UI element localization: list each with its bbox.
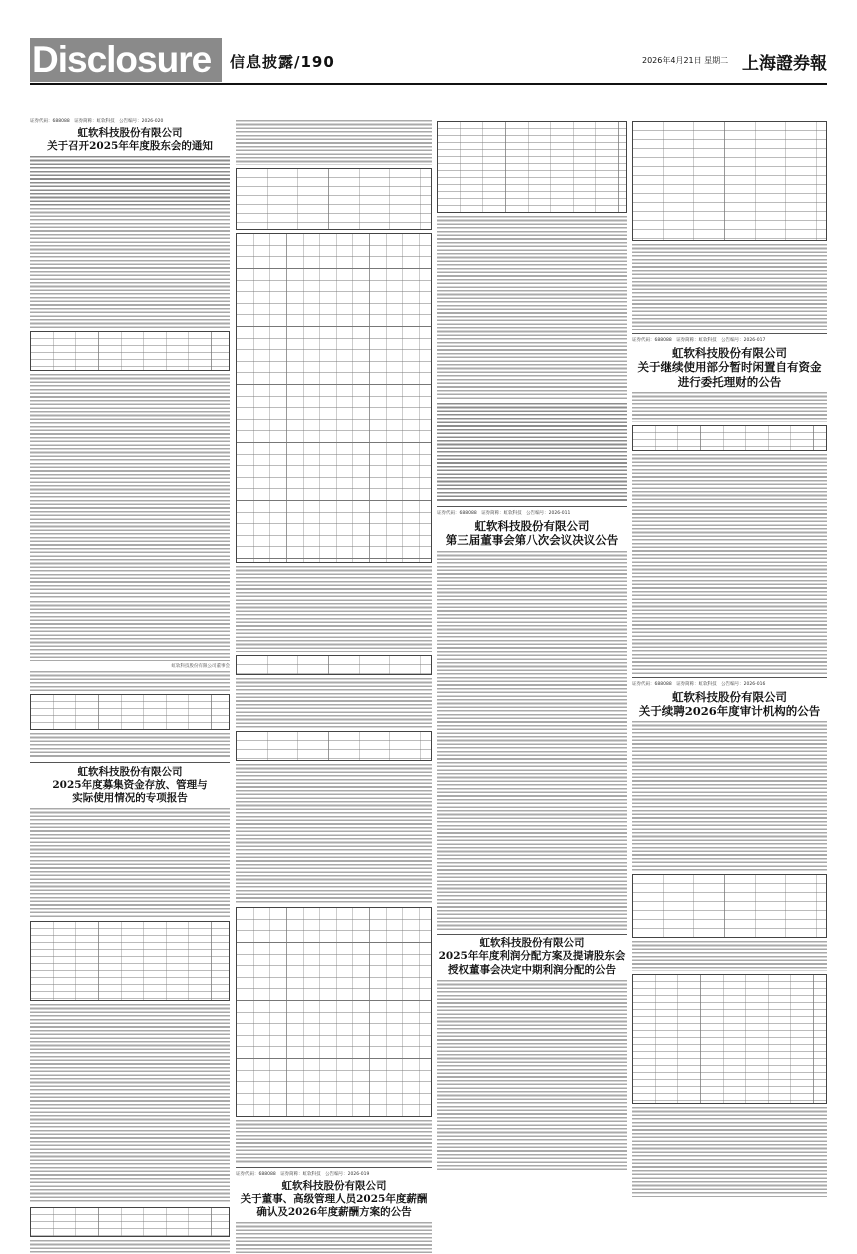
divider <box>632 677 827 678</box>
body-text <box>236 120 432 165</box>
divider <box>236 1167 432 1168</box>
body-text <box>437 980 627 1170</box>
data-table <box>632 974 827 1104</box>
column-4 <box>632 118 827 1199</box>
body-text <box>437 216 627 401</box>
disclosure-logo: Disclosure <box>30 38 222 82</box>
body-text <box>30 1004 230 1204</box>
body-text <box>437 403 627 503</box>
data-table <box>236 907 432 1117</box>
body-text <box>236 1120 432 1164</box>
column-2 <box>236 118 432 1254</box>
body-text <box>632 941 827 971</box>
data-table <box>632 874 827 938</box>
masthead-rule <box>30 83 827 85</box>
issue-date: 2026年4月21日 星期二 <box>642 56 729 65</box>
column-1 <box>30 118 230 1254</box>
body-text <box>632 721 827 871</box>
divider <box>437 506 627 507</box>
data-table <box>236 233 432 563</box>
article-title-fund-report: 虹软科技股份有限公司 2025年度募集资金存放、管理与 实际使用情况的专项报告 <box>52 766 208 805</box>
body-text <box>632 244 827 330</box>
article-code-line: 证券代码：688088 证券简称：虹软科技 公告编号：2026-016 <box>632 681 766 687</box>
body-text <box>30 733 230 759</box>
signoff: 虹软科技股份有限公司董事会 <box>171 664 230 670</box>
article-title-profit-distribution: 虹软科技股份有限公司 2025年年度利润分配方案及提请股东会 授权董事会决定中期利润分配的公告 <box>438 937 626 976</box>
article-title-entrusted-wealth: 虹软科技股份有限公司 关于继续使用部分暂时闲置自有资金 进行委托理财的公告 <box>637 345 822 389</box>
data-table <box>30 694 230 730</box>
data-table <box>236 731 432 761</box>
divider <box>632 333 827 334</box>
divider <box>437 934 627 935</box>
section-page-label: 信息披露/190 <box>230 53 335 71</box>
body-text <box>632 454 827 674</box>
data-table <box>236 655 432 675</box>
article-title-agm-notice: 虹软科技股份有限公司 关于召开2025年年度股东会的通知 <box>47 127 213 153</box>
data-table <box>30 921 230 1001</box>
body-text <box>30 671 230 691</box>
body-text <box>30 208 230 328</box>
data-table <box>632 425 827 451</box>
body-text <box>30 1240 230 1254</box>
article-title-pay-plan: 虹软科技股份有限公司 关于董事、高级管理人员2025年度薪酬 确认及2026年度薪酬方案的公告 <box>240 1179 428 1219</box>
body-text <box>30 808 230 918</box>
body-text <box>30 601 230 661</box>
data-table <box>30 331 230 371</box>
article-title-board-resolution: 虹软科技股份有限公司 第三届董事会第八次会议决议公告 <box>445 518 619 548</box>
body-text <box>632 392 827 422</box>
body-text <box>30 156 230 206</box>
article-code-line: 证券代码：688088 证券简称：虹软科技 公告编号：2026-020 <box>30 119 164 124</box>
data-table <box>632 121 827 241</box>
body-text <box>236 764 432 904</box>
body-text <box>236 566 432 652</box>
body-text <box>236 1222 432 1254</box>
newspaper-name: 上海證券報 <box>742 54 827 74</box>
article-code-line: 证券代码：688088 证券简称：虹软科技 公告编号：2026-017 <box>632 337 766 343</box>
article-title-auditor: 虹软科技股份有限公司 关于续聘2026年度审计机构的公告 <box>638 689 821 719</box>
column-3 <box>437 118 627 1172</box>
data-table <box>437 121 627 213</box>
body-text <box>437 551 627 931</box>
data-table <box>236 168 432 230</box>
divider <box>30 762 230 763</box>
body-text <box>236 678 432 728</box>
body-text <box>30 374 230 599</box>
article-code-line: 证券代码：688088 证券简称：虹软科技 公告编号：2026-019 <box>236 1171 370 1177</box>
data-table <box>30 1207 230 1237</box>
body-text <box>632 1107 827 1197</box>
masthead <box>30 38 827 84</box>
article-code-line: 证券代码：688088 证券简称：虹软科技 公告编号：2026-011 <box>437 510 571 516</box>
